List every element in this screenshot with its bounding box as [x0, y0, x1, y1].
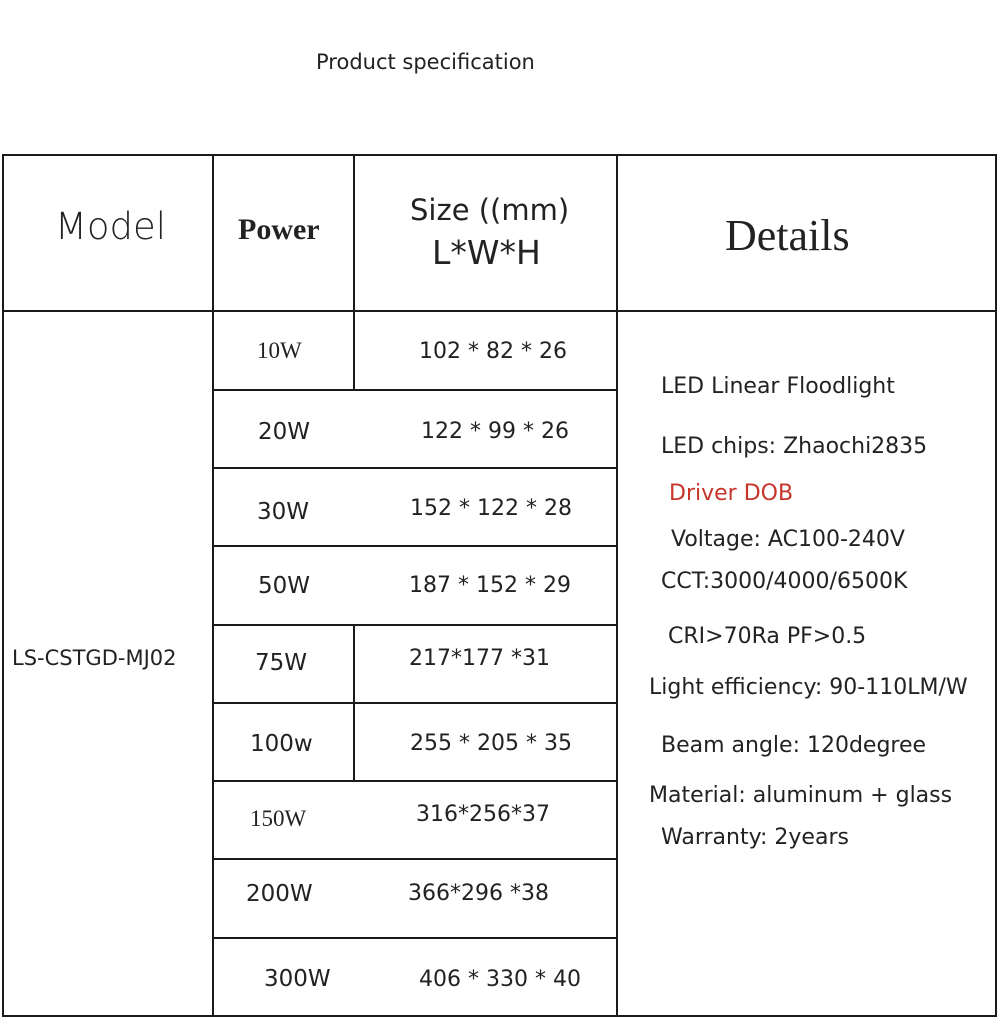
size-cell: 122 * 99 * 26: [421, 419, 569, 444]
detail-line: LED Linear Floodlight: [661, 374, 895, 399]
row-divider: [213, 389, 616, 391]
row-divider: [213, 780, 616, 782]
table-border-bottom: [2, 1015, 996, 1017]
header-divider: [2, 310, 996, 312]
power-cell: 30W: [257, 499, 310, 525]
detail-line: CRI>70Ra PF>0.5: [668, 624, 867, 649]
power-cell: 200W: [246, 881, 313, 907]
detail-line: CCT:3000/4000/6500K: [661, 569, 908, 594]
power-cell: 10W: [257, 338, 302, 363]
column-divider: [212, 154, 214, 1017]
column-divider: [353, 624, 355, 703]
column-divider: [353, 154, 355, 311]
header-details: Details: [725, 211, 850, 260]
size-cell: 217*177 *31: [409, 646, 550, 671]
header-size-dimensions: L*W*H: [432, 233, 541, 272]
row-divider: [213, 545, 616, 547]
size-cell: 102 * 82 * 26: [419, 339, 567, 364]
size-cell: 366*296 *38: [408, 881, 549, 906]
power-cell: 75W: [255, 650, 308, 676]
power-cell: 300W: [264, 966, 331, 992]
row-divider: [213, 937, 616, 939]
size-cell: 316*256*37: [416, 802, 550, 827]
detail-line: Warranty: 2years: [661, 825, 849, 850]
header-model: Model: [55, 205, 167, 248]
detail-line: Material: aluminum + glass: [649, 783, 953, 808]
page-title: Product specification: [316, 50, 535, 74]
size-cell: 255 * 205 * 35: [410, 731, 572, 756]
table-border-right: [995, 154, 997, 1017]
detail-line: LED chips: Zhaochi2835: [661, 434, 928, 459]
row-divider: [213, 467, 616, 469]
row-divider: [213, 702, 616, 704]
detail-line-highlight: Driver DOB: [669, 481, 794, 506]
header-power: Power: [238, 213, 320, 246]
detail-line: Beam angle: 120degree: [661, 733, 927, 758]
column-divider: [353, 310, 355, 390]
size-cell: 152 * 122 * 28: [410, 496, 572, 521]
size-cell: 187 * 152 * 29: [409, 573, 571, 598]
header-size: Size ((mm): [410, 193, 570, 227]
table-border-left: [2, 154, 4, 1017]
power-cell: 20W: [258, 419, 311, 445]
model-cell: LS-CSTGD-MJ02: [12, 646, 177, 670]
power-cell: 150W: [250, 806, 307, 831]
column-divider: [616, 154, 618, 1017]
table-border-top: [2, 154, 996, 156]
row-divider: [213, 624, 616, 626]
detail-line: Voltage: AC100-240V: [671, 527, 905, 552]
power-cell: 100w: [250, 731, 313, 757]
power-cell: 50W: [258, 573, 311, 599]
row-divider: [213, 858, 616, 860]
column-divider: [353, 702, 355, 781]
detail-line: Light efficiency: 90-110LM/W: [649, 675, 968, 700]
size-cell: 406 * 330 * 40: [419, 967, 581, 992]
